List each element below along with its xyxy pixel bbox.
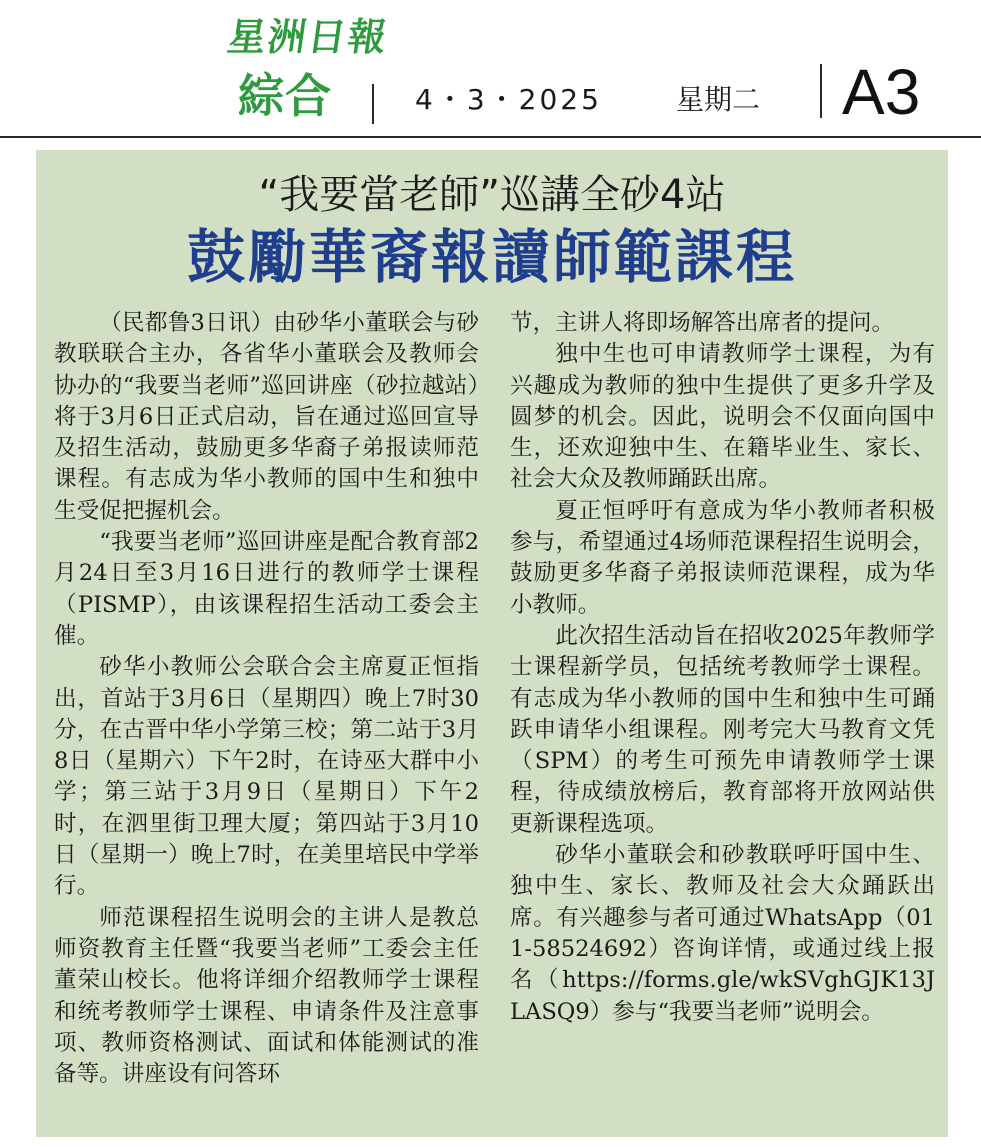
article-panel xyxy=(36,150,948,1137)
article-column-right xyxy=(510,308,935,1028)
divider xyxy=(820,64,822,118)
section-name: 綜合 xyxy=(238,69,332,123)
article-paragraph: 砂华小董联会和砂教联呼吁国中生、独中生、家长、教师及社会大众踊跃出席。有兴趣参与者可通过WhatsApp（011-58524692）咨询详情，或通过线上报名（https://forms.gle/wkSVghGJK13JLASQ9）参与“我要当老师”说明会。 xyxy=(510,842,935,1025)
page-number: A3 xyxy=(842,56,921,128)
divider xyxy=(372,84,374,124)
paper-name-logo: 星洲日報 xyxy=(224,15,392,59)
article-paragraph: （民都鲁3日讯）由砂华小董联会与砂教联联合主办，各省华小董联会及教师会协办的“我要当老师”巡回讲座（砂拉越站）将于3月6日正式启动，旨在通过巡回宣导及招生活动，鼓励更多华裔子弟报读师范课程。有志成为华小教师的国中生和独中生受促把握机会。 xyxy=(54,310,479,524)
article-paragraph: 夏正恒呼吁有意成为华小教师者积极参与，希望通过4场师范课程招生说明会，鼓励更多华裔子弟报读师范课程，成为华小教师。 xyxy=(510,497,935,618)
article-paragraph: 师范课程招生说明会的主讲人是教总师资教育主任暨“我要当老师”工委会主任董荣山校长。他将详细介绍教师学士课程和统考教师学士课程、申请条件及注意事项、教师资格测试、面试和体能测试的准备等。讲座设有问答环 xyxy=(54,904,479,1088)
article-paragraph: “我要当老师”巡回讲座是配合教育部2月24日至3月16日进行的教师学士课程（PISMP），由该课程招生活动工委会主催。 xyxy=(54,529,479,649)
issue-date: 4・3・2025 xyxy=(415,83,602,116)
masthead xyxy=(0,0,981,140)
article-column-left xyxy=(54,308,479,1090)
article-kicker: “我要當老師”巡講全砂4站 xyxy=(258,172,726,218)
article-paragraph: 独中生也可申请教师学士课程，为有兴趣成为教师的独中生提供了更多升学及圆梦的机会。因此，说明会不仅面向国中生，还欢迎独中生、在籍毕业生、家长、社会大众及教师踊跃出席。 xyxy=(510,341,935,493)
article-paragraph: 此次招生活动旨在招收2025年教师学士课程新学员，包括统考教师学士课程。有志成为华小教师的国中生和独中生可踊跃申请华小组课程。刚考完大马教育文凭（SPM）的考生可预先申请教师学士课程，待成绩放榜后，教育部将开放网站供更新课程选项。 xyxy=(510,622,935,837)
article-paragraph: 砂华小教师公会联合会主席夏正恒指出，首站于3月6日（星期四）晚上7时30分，在古晋中华小学第三校；第二站于3月8日（星期六）下午2时，在诗巫大群中小学；第三站于3月9日（星期日）下午2时，在泗里街卫理大厦；第四站于3月10日（星期一）晚上7时，在美里培民中学举行。 xyxy=(54,654,479,900)
header-rule xyxy=(0,136,981,138)
article-paragraph-continued: 节，主讲人将即场解答出席者的提问。 xyxy=(510,310,895,336)
issue-weekday: 星期二 xyxy=(676,83,761,116)
article-headline: 鼓勵華裔報讀師範課程 xyxy=(186,223,797,291)
